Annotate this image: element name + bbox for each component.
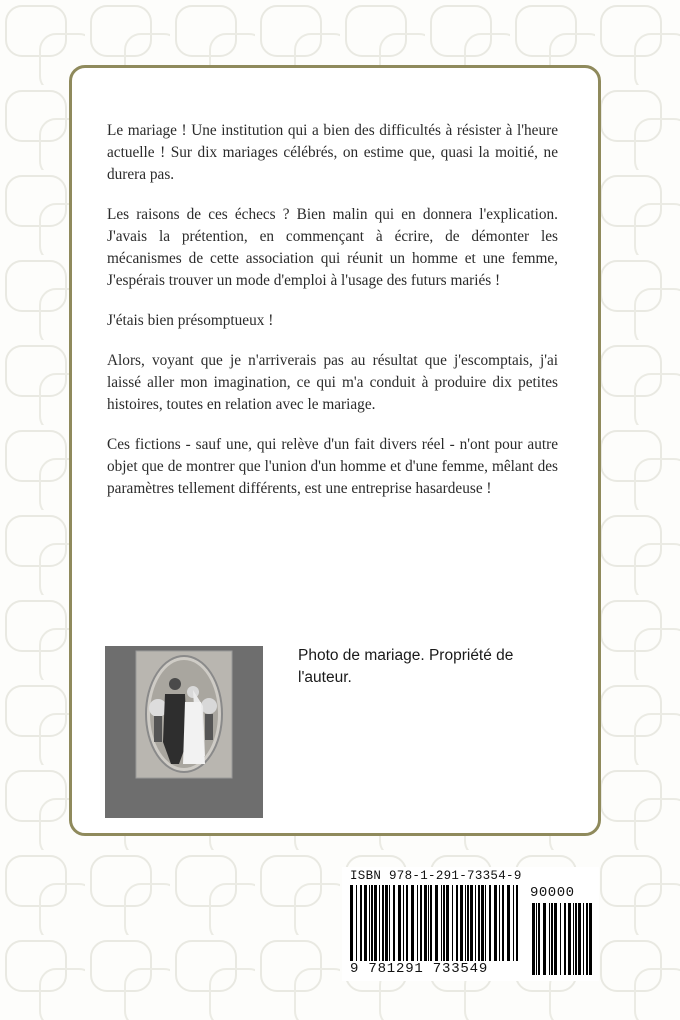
ean-digits: 9 781291 733549 [350,961,489,977]
barcode-bar [467,885,469,961]
barcode-bar [589,903,592,975]
isbn-barcode [342,867,599,981]
barcode-bar [564,903,566,975]
barcode-bar [478,885,480,961]
barcode-bar [385,885,388,961]
barcode-bar [532,903,535,975]
barcode-bar [420,885,422,961]
barcode-bar [452,885,453,961]
barcode-bar [374,885,377,961]
barcode-bar [430,885,432,961]
barcode-bar [502,885,504,961]
barcode-bar [481,885,484,961]
barcode-bar [379,885,380,961]
barcode-bar [551,903,553,975]
barcode-bar [411,885,414,961]
barcode-bar [369,885,370,961]
barcode-bar [586,903,588,975]
isbn-label: ISBN 978-1-291-73354-9 [350,869,522,883]
ean-addon-bars [532,903,594,975]
barcode-bar [382,885,384,961]
barcode-bar [428,885,429,961]
barcode-bar [398,885,401,961]
barcode-bar [536,903,537,975]
barcode-bar [560,903,561,975]
blurb-text [107,120,558,518]
barcode-bar [435,885,438,961]
barcode-bar [443,885,445,961]
barcode-bar [575,903,577,975]
barcode-bar [538,903,540,975]
barcode-bar [554,903,557,975]
blurb-paragraph-1: Le mariage ! Une institution qui a bien des difficultés à résister à l'heure actuelle ! Sur dix mariages célébrés, on estime que, quasi la moitié, ne durera pas. [107,122,558,183]
barcode-bar [494,885,497,961]
barcode-bar [516,885,518,961]
barcode-bar [549,903,550,975]
barcode-bar [573,903,574,975]
photo-caption: Photo de mariage. Propriété de l'auteur. [298,647,514,686]
barcode-bar [360,885,362,961]
blurb-paragraph-4: Alors, voyant que je n'arriverais pas au résultat que j'escomptais, j'ai laissé aller mon imagination, ce qui m'a conduit à produire dix petites histoires, toutes en relation avec le mariage. [107,352,558,413]
barcode-bar [406,885,408,961]
barcode-bar [356,885,357,961]
barcode-bar [485,885,486,961]
barcode-bar [543,903,546,975]
barcode-bar [499,885,500,961]
barcode-bar [403,885,404,961]
barcode-bar [417,885,418,961]
barcode-bar [507,885,510,961]
barcode-bar [489,885,491,961]
barcode-bar [578,903,581,975]
wedding-photo [105,646,263,818]
price-code: 90000 [530,885,575,901]
blurb-paragraph-3: J'étais bien présomptueux ! [107,312,274,329]
barcode-bar [371,885,373,961]
barcode-bar [441,885,442,961]
barcode-bar [475,885,476,961]
barcode-bar [424,885,427,961]
back-cover-panel [69,65,601,836]
barcode-bar [350,885,353,961]
barcode-bar [513,885,514,961]
barcode-bar [456,885,458,961]
barcode-bar [460,885,463,961]
barcode-bar [446,885,449,961]
barcode-bar [389,885,390,961]
blurb-paragraph-2: Les raisons de ces échecs ? Bien malin qui en donnera l'explication. J'avais la prétention, en commençant à écrire, de démonter les mécanismes de cette association qui réunit un homme et une femme, J'espérais trouver un mode d'emploi à l'usage des futurs mariés ! [107,206,558,289]
barcode-bar [364,885,367,961]
barcode-bar [583,903,584,975]
barcode-bar [393,885,395,961]
barcode-bar [470,885,473,961]
barcode-bar [465,885,466,961]
blurb-paragraph-5: Ces fictions - sauf une, qui relève d'un fait divers réel - n'ont pour autre objet que de montrer que l'union d'un homme et d'une femme, mêlant des paramètres tellement différents, est une entreprise hasardeuse ! [107,436,558,497]
barcode-bar [568,903,571,975]
